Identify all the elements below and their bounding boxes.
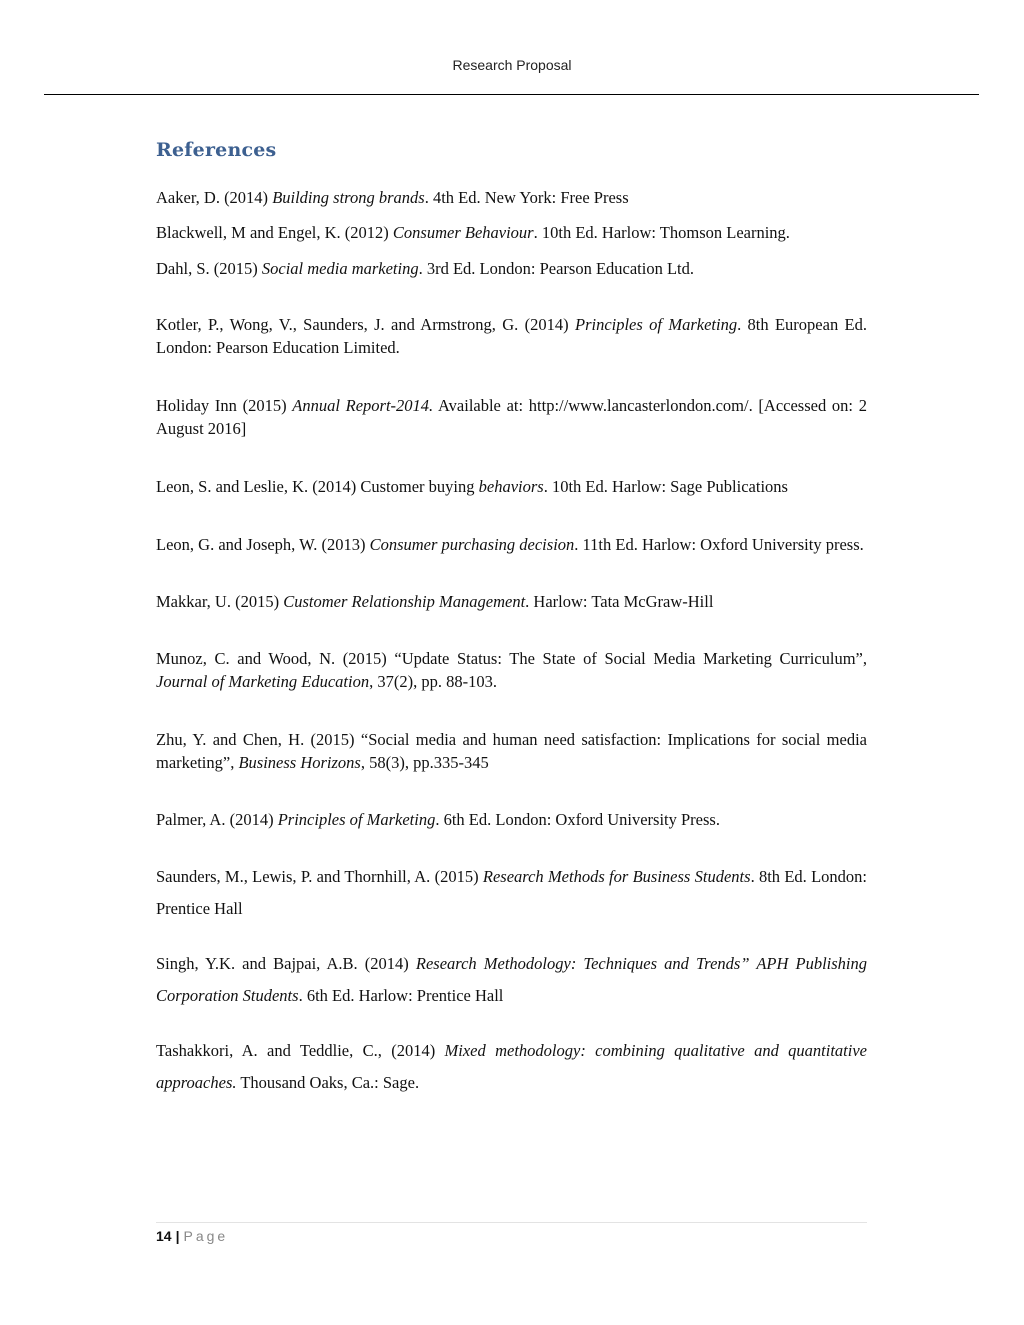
reference-text: Leon, S. and Leslie, K. (2014) Customer buying bbox=[156, 477, 479, 496]
reference-text: Blackwell, M and Engel, K. (2012) bbox=[156, 223, 393, 242]
reference-title: Consumer Behaviour bbox=[392, 223, 534, 242]
reference-entry bbox=[156, 590, 867, 613]
reference-title: Building strong brands bbox=[272, 188, 425, 207]
reference-text: . 11th Ed. Harlow: Oxford University press. bbox=[574, 535, 864, 554]
reference-entry bbox=[156, 808, 867, 831]
reference-entry bbox=[156, 948, 867, 1012]
reference-text: . 10th Ed. Harlow: Sage Publications bbox=[543, 477, 788, 496]
reference-entry bbox=[156, 861, 867, 925]
reference-text: , 58(3), pp.335-345 bbox=[360, 753, 489, 772]
reference-entry bbox=[156, 647, 867, 693]
reference-text: Holiday Inn (2015) bbox=[156, 396, 293, 415]
reference-entry bbox=[156, 475, 867, 498]
page-number: 14 bbox=[156, 1228, 172, 1244]
reference-title: Annual Report-2014. bbox=[292, 396, 434, 415]
reference-title: behaviors bbox=[478, 477, 544, 496]
reference-text: Kotler, P., Wong, V., Saunders, J. and Armstrong, G. (2014) bbox=[156, 315, 575, 334]
reference-entry bbox=[156, 394, 867, 440]
reference-title: Journal of Marketing Education bbox=[156, 672, 370, 691]
reference-title: Principles of Marketing bbox=[574, 315, 738, 334]
page-label: Page bbox=[183, 1228, 229, 1244]
reference-title: Social media marketing bbox=[261, 259, 419, 278]
reference-text: Aaker, D. (2014) bbox=[156, 188, 273, 207]
reference-text: . Harlow: Tata McGraw-Hill bbox=[525, 592, 714, 611]
reference-title: Principles of Marketing bbox=[277, 810, 436, 829]
reference-text: Tashakkori, A. and Teddlie, C., (2014) bbox=[156, 1041, 445, 1060]
reference-text: Dahl, S. (2015) bbox=[156, 259, 262, 278]
header-divider bbox=[44, 94, 979, 95]
reference-text: Available at: http://www.lancasterlondon.com/. [Accessed on: 2 August 2016] bbox=[156, 396, 867, 438]
reference-text: , 37(2), pp. 88-103. bbox=[369, 672, 497, 691]
reference-text: Munoz, C. and Wood, N. (2015) “Update Status: The State of Social Media Marketing Curriculum”, bbox=[156, 649, 867, 668]
reference-text: Thousand Oaks, Ca.: Sage. bbox=[236, 1073, 420, 1092]
reference-text: . 10th Ed. Harlow: Thomson Learning. bbox=[533, 223, 790, 242]
reference-title: Customer Relationship Management bbox=[283, 592, 526, 611]
footer-divider bbox=[156, 1222, 867, 1223]
reference-entry bbox=[156, 221, 867, 244]
reference-text: Saunders, M., Lewis, P. and Thornhill, A. (2015) bbox=[156, 867, 483, 886]
reference-entry bbox=[156, 186, 867, 209]
reference-entry bbox=[156, 257, 867, 280]
reference-title: Business Horizons bbox=[238, 753, 361, 772]
reference-text: . 4th Ed. New York: Free Press bbox=[424, 188, 629, 207]
reference-text: Makkar, U. (2015) bbox=[156, 592, 284, 611]
references-list bbox=[156, 186, 867, 1099]
reference-text: Leon, G. and Joseph, W. (2013) bbox=[156, 535, 370, 554]
reference-title: Research Methodology: Techniques and Trends” APH Publishing Corporation Students bbox=[156, 954, 867, 1005]
reference-text: . 8th European Ed. London: Pearson Education Limited. bbox=[156, 315, 868, 357]
reference-entry bbox=[156, 313, 867, 359]
page-footer bbox=[156, 1228, 228, 1244]
reference-text: . 8th Ed. London: Prentice Hall bbox=[156, 867, 868, 918]
reference-title: Research Methods for Business Students bbox=[482, 867, 751, 886]
footer-separator: | bbox=[175, 1228, 180, 1244]
reference-text: Singh, Y.K. and Bajpai, A.B. (2014) bbox=[156, 954, 416, 973]
reference-text: Palmer, A. (2014) bbox=[156, 810, 278, 829]
reference-entry bbox=[156, 1035, 867, 1099]
reference-title: Consumer purchasing decision bbox=[369, 535, 575, 554]
reference-text: Zhu, Y. and Chen, H. (2015) “Social media and human need satisfaction: Implications for social media marketing”, bbox=[156, 730, 867, 772]
reference-title: Mixed methodology: combining qualitative and quantitative approaches. bbox=[156, 1041, 867, 1092]
reference-text: . 6th Ed. Harlow: Prentice Hall bbox=[298, 986, 504, 1005]
reference-text: . 6th Ed. London: Oxford University Press. bbox=[435, 810, 720, 829]
reference-entry bbox=[156, 728, 867, 774]
reference-text: . 3rd Ed. London: Pearson Education Ltd. bbox=[418, 259, 695, 278]
page-header-title: Research Proposal bbox=[452, 57, 572, 73]
reference-entry bbox=[156, 533, 867, 556]
references-heading: References bbox=[156, 139, 277, 161]
